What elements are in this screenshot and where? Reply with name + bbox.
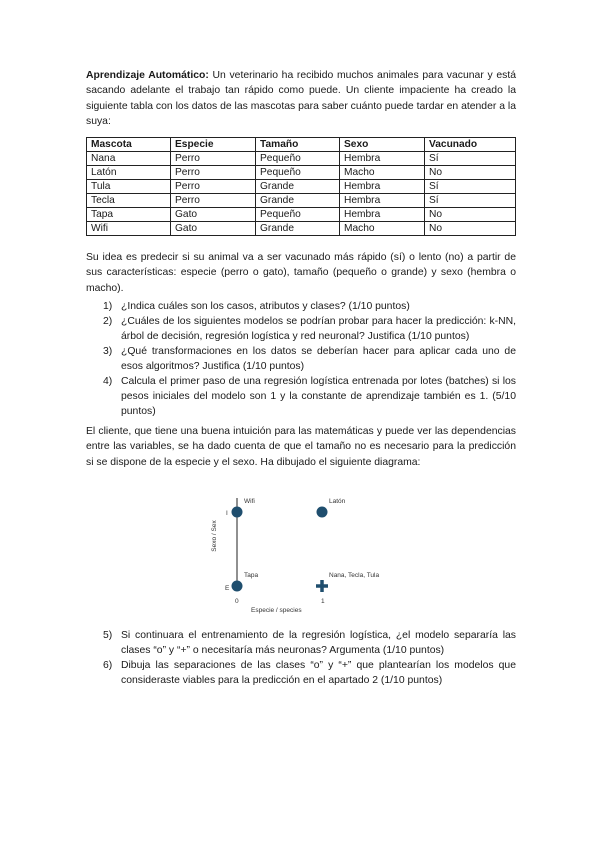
x-tick-0: 0 (235, 598, 239, 605)
x-axis-label: Especie / species (251, 607, 302, 614)
header-mascota: Mascota (87, 138, 171, 152)
table-cell: No (425, 222, 516, 236)
table-cell: Grande (256, 222, 340, 236)
circle-marker (317, 507, 328, 518)
table-cell: Pequeño (256, 152, 340, 166)
table-cell: Latón (87, 166, 171, 180)
table-cell: Hembra (340, 152, 425, 166)
list-item (86, 300, 516, 315)
circle-marker (232, 507, 243, 518)
question-number: 1) (103, 301, 113, 312)
table-header-row (87, 138, 516, 152)
point-label: Tapa (244, 572, 259, 579)
question-number: 3) (103, 346, 113, 358)
table-cell: Sí (425, 180, 516, 194)
question-number: 6) (103, 660, 113, 672)
idea-paragraph: Su idea es predecir si su animal va a ser vacunado más rápido (sí) o lento (no) a partir de sus características: especie (perro o gato), tamaño (pequeño o grande) y sexo (hembra o macho). (86, 252, 516, 294)
table-cell: Sí (425, 152, 516, 166)
table-cell: Gato (171, 208, 256, 222)
circle-marker (232, 581, 243, 592)
table-cell: Grande (256, 194, 340, 208)
question-text: Si continuara el entrenamiento de la regresión logística, ¿el modelo separaría las clases “o” y “+” o necesitaría más neuronas? Argumenta (1/10 puntos) (121, 630, 516, 656)
point-label: Nana, Tecla, Tula (329, 572, 380, 579)
table-cell: Tapa (87, 208, 171, 222)
question-text: ¿Qué transformaciones en los datos se deberían hacer para aplicar cada uno de esos algoritmos? Justifica (1/10 puntos) (121, 346, 516, 373)
intro-text: Un veterinario ha recibido muchos animales para vacunar y está sacando adelante el trabajo tan rápido como puede. Un cliente impaciente ha creado la siguiente tabla con los datos de las mascotas para saber cuánto puede tardar en atender a la suya: (86, 70, 516, 128)
table-cell: Grande (256, 180, 340, 194)
table-cell: Macho (340, 222, 425, 236)
table-cell: Perro (171, 166, 256, 180)
client-paragraph: El cliente, que tiene una buena intuición para las matemáticas y puede ver las dependencias entre las variables, se ha dado cuenta de que el tamaño no es necesario para la predicción si se dispone de la especie y el sexo. Ha dibujado el siguiente diagrama: (86, 426, 516, 468)
question-text: ¿Indica cuáles son los casos, atributos y clases? (1/10 puntos) (121, 301, 410, 312)
table-cell: No (425, 166, 516, 180)
header-especie: Especie (171, 138, 256, 152)
header-sexo: Sexo (340, 138, 425, 152)
table-cell: Tula (87, 180, 171, 194)
question-text: Dibuja las separaciones de las clases “o” y “+” que plantearían los modelos que consideraste viables para la predicción en el apartado 2 (1/10 puntos) (121, 660, 516, 686)
table-cell: Perro (171, 194, 256, 208)
table-cell: Sí (425, 194, 516, 208)
header-tamano: Tamaño (256, 138, 340, 152)
question-text: Calcula el primer paso de una regresión logística entrenada por lotes (batches) si los pesos iniciales del modelo son 1 y la constante de aprendizaje también es 1. (5/10 puntos) (121, 376, 516, 418)
table-cell: Wifi (87, 222, 171, 236)
table-cell: Perro (171, 180, 256, 194)
table-cell: No (425, 208, 516, 222)
table-row (87, 194, 516, 208)
intro-paragraph (86, 68, 516, 130)
y-tick-top: I (226, 510, 228, 517)
questions-list-b (86, 629, 516, 689)
list-item (86, 375, 516, 419)
list-item (86, 345, 516, 375)
question-number: 4) (103, 376, 113, 388)
questions-list-a (86, 300, 516, 420)
plus-marker (316, 580, 328, 592)
table-cell: Pequeño (256, 208, 340, 222)
question-number: 2) (103, 316, 113, 328)
intro-heading: Aprendizaje Automático: (86, 70, 209, 81)
y-tick-bottom: E (225, 585, 230, 592)
table-row (87, 166, 516, 180)
x-tick-1: 1 (321, 598, 325, 605)
diagram-points (232, 498, 380, 592)
table-cell: Hembra (340, 194, 425, 208)
table-cell: Macho (340, 166, 425, 180)
table-row (87, 152, 516, 166)
table-cell: Pequeño (256, 166, 340, 180)
question-number: 5) (103, 630, 113, 641)
table-row (87, 222, 516, 236)
table-cell: Nana (87, 152, 171, 166)
table-cell: Gato (171, 222, 256, 236)
header-vacunado: Vacunado (425, 138, 516, 152)
table-row (87, 180, 516, 194)
list-item (86, 315, 516, 345)
table-cell: Perro (171, 152, 256, 166)
point-label: Wifi (244, 498, 255, 505)
question-text: ¿Cuáles de los siguientes modelos se podrían probar para hacer la predicción: k-NN, árbol de decisión, regresión logística y red neuronal? Justifica (1/10 puntos) (121, 316, 516, 343)
list-item (86, 659, 516, 689)
table-cell: Hembra (340, 180, 425, 194)
pets-table (86, 137, 516, 236)
list-item (86, 629, 516, 659)
table-cell: Hembra (340, 208, 425, 222)
table-cell: Tecla (87, 194, 171, 208)
y-axis-label: Sexo / Sex (211, 520, 218, 552)
species-sex-diagram (200, 488, 400, 618)
point-label: Latón (329, 498, 346, 505)
table-row (87, 208, 516, 222)
